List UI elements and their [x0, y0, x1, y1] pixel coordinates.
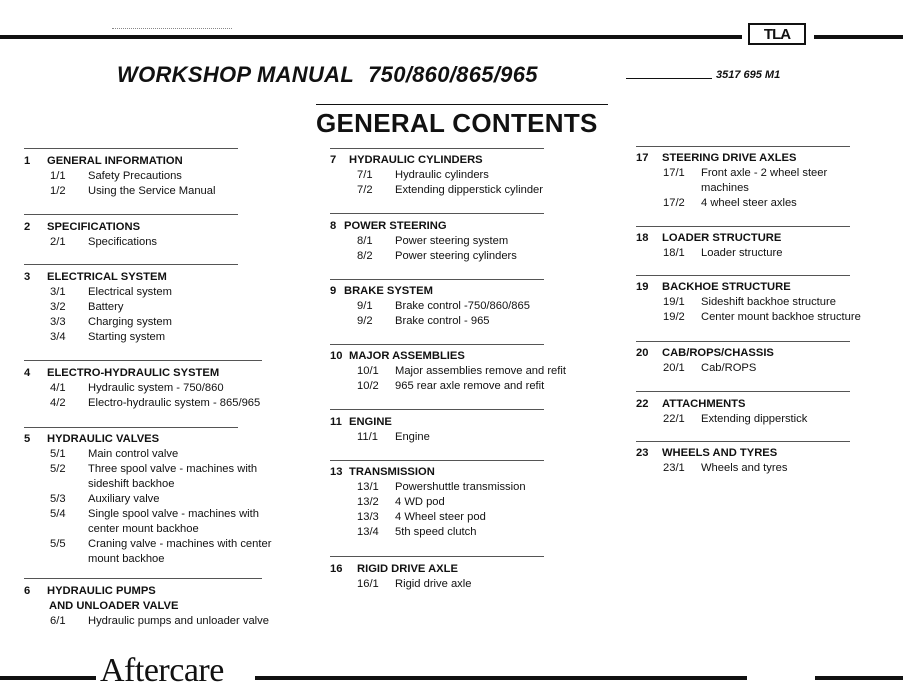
section-heading: 20 CAB/ROPS/CHASSIS	[636, 347, 774, 359]
list-item: 8/1 Power steering system	[357, 235, 509, 247]
list-item: 5/4 Single spool valve - machines with center mount backhoe	[50, 508, 260, 535]
list-item: 23/1 Wheels and tyres	[663, 462, 788, 474]
part-number: 3517 695 M1	[716, 69, 781, 81]
list-item: 10/1 Major assemblies remove and refit	[357, 365, 566, 377]
section-3	[24, 270, 314, 345]
list-item: 19/1 Sideshift backhoe structure	[663, 296, 836, 308]
section-13	[330, 465, 630, 540]
section-17	[636, 151, 901, 211]
tla-logo	[748, 23, 806, 45]
list-item: 20/1 Cab/ROPS	[663, 362, 757, 374]
section-heading: 5 HYDRAULIC VALVES	[24, 433, 160, 445]
section-heading: 3 ELECTRICAL SYSTEM	[24, 271, 167, 283]
section-heading: 10 MAJOR ASSEMBLIES	[330, 350, 465, 362]
section-heading: 6 HYDRAULIC PUMPS	[24, 585, 156, 597]
list-item: 6/1 Hydraulic pumps and unloader valve	[50, 615, 269, 627]
divider	[636, 226, 850, 227]
divider	[636, 146, 850, 147]
footer-rule-middle	[255, 676, 747, 680]
list-item: 3/4 Starting system	[50, 331, 166, 343]
section-6	[24, 584, 324, 629]
divider	[24, 360, 262, 361]
divider	[330, 460, 544, 461]
manual-title	[117, 62, 538, 88]
section-heading: 16 RIGID DRIVE AXLE	[330, 563, 458, 575]
list-item: 3/1 Electrical system	[50, 286, 172, 298]
scan-artifact	[112, 28, 232, 31]
list-item: 9/1 Brake control -750/860/865	[357, 300, 530, 312]
divider	[330, 409, 544, 410]
section-19	[636, 280, 901, 325]
section-8	[330, 219, 630, 264]
divider	[24, 214, 238, 215]
list-item: 1/2 Using the Service Manual	[50, 185, 216, 197]
divider	[636, 275, 850, 276]
divider	[330, 148, 544, 149]
contents-heading: GENERAL CONTENTS	[316, 108, 598, 138]
divider	[636, 391, 850, 392]
list-item: 17/2 4 wheel steer axles	[663, 197, 797, 209]
section-22	[636, 397, 901, 427]
section-heading: 4 ELECTRO-HYDRAULIC SYSTEM	[24, 367, 220, 379]
section-heading: 8 POWER STEERING	[330, 220, 447, 232]
section-heading: 18 LOADER STRUCTURE	[636, 232, 782, 244]
list-item: 9/2 Brake control - 965	[357, 315, 490, 327]
section-heading: 22 ATTACHMENTS	[636, 398, 746, 410]
section-10	[330, 349, 630, 394]
list-item: 4/1 Hydraulic system - 750/860	[50, 382, 224, 394]
footer-rule-right	[815, 676, 903, 680]
section-heading: 11 ENGINE	[330, 416, 392, 428]
header-rule-right	[814, 35, 903, 39]
list-item: 8/2 Power steering cylinders	[357, 250, 517, 262]
heading-rule	[316, 104, 608, 105]
section-heading: 2 SPECIFICATIONS	[24, 221, 141, 233]
list-item: 13/4 5th speed clutch	[357, 526, 477, 538]
list-item: 19/2 Center mount backhoe structure	[663, 311, 861, 323]
header-rule-left	[0, 35, 742, 39]
section-heading: 13 TRANSMISSION	[330, 466, 435, 478]
list-item: 16/1 Rigid drive axle	[357, 578, 472, 590]
list-item: 5/2 Three spool valve - machines with sideshift backhoe	[50, 463, 258, 490]
list-item: 17/1 Front axle - 2 wheel steer machines	[663, 167, 828, 194]
section-23	[636, 446, 901, 476]
part-number-line	[626, 78, 712, 79]
divider	[330, 213, 544, 214]
section-1	[24, 154, 314, 199]
section-16	[330, 562, 630, 592]
section-heading: 7 HYDRAULIC CYLINDERS	[330, 154, 483, 166]
list-item: 3/2 Battery	[50, 301, 124, 313]
section-heading: 19 BACKHOE STRUCTURE	[636, 281, 791, 293]
divider	[24, 148, 238, 149]
list-item: 10/2 965 rear axle remove and refit	[357, 380, 545, 392]
divider	[330, 344, 544, 345]
list-item: 13/1 Powershuttle transmission	[357, 481, 526, 493]
section-subheading: AND UNLOADER VALVE	[49, 600, 179, 612]
list-item: 5/3 Auxiliary valve	[50, 493, 160, 505]
section-5	[24, 432, 314, 567]
section-7	[330, 153, 630, 198]
section-2	[24, 220, 314, 250]
section-4	[24, 366, 324, 411]
divider	[24, 578, 262, 579]
list-item: 13/3 4 Wheel steer pod	[357, 511, 486, 523]
logo-text: TLA	[763, 25, 791, 43]
divider	[636, 441, 850, 442]
list-item: 22/1 Extending dipperstick	[663, 413, 808, 425]
list-item: 7/1 Hydraulic cylinders	[357, 169, 489, 181]
list-item: 18/1 Loader structure	[663, 247, 783, 259]
list-item: 3/3 Charging system	[50, 316, 172, 328]
divider	[24, 427, 238, 428]
list-item: 7/2 Extending dipperstick cylinder	[357, 184, 543, 196]
list-item: 11/1 Engine	[357, 431, 430, 443]
section-heading: 9 BRAKE SYSTEM	[330, 285, 433, 297]
list-item: 1/1 Safety Precautions	[50, 170, 182, 182]
section-9	[330, 284, 630, 329]
list-item: 5/5 Craning valve - machines with center mount backhoe	[50, 538, 272, 565]
footer-rule-left	[0, 676, 96, 680]
section-heading: 17 STEERING DRIVE AXLES	[636, 152, 797, 164]
manual-title-text: WORKSHOP MANUAL	[117, 62, 355, 87]
manual-models: 750/860/865/965	[368, 62, 538, 87]
divider	[330, 279, 544, 280]
section-heading: 23 WHEELS AND TYRES	[636, 447, 778, 459]
section-20	[636, 346, 901, 376]
list-item: 2/1 Specifications	[50, 236, 158, 248]
divider	[24, 264, 238, 265]
section-18	[636, 231, 901, 261]
aftercare-brand: Aftercare	[100, 652, 224, 689]
list-item: 4/2 Electro-hydraulic system - 865/965	[50, 397, 261, 409]
section-heading: 1 GENERAL INFORMATION	[24, 155, 183, 167]
list-item: 5/1 Main control valve	[50, 448, 179, 460]
divider	[636, 341, 850, 342]
list-item: 13/2 4 WD pod	[357, 496, 445, 508]
section-11	[330, 415, 630, 445]
divider	[330, 556, 544, 557]
